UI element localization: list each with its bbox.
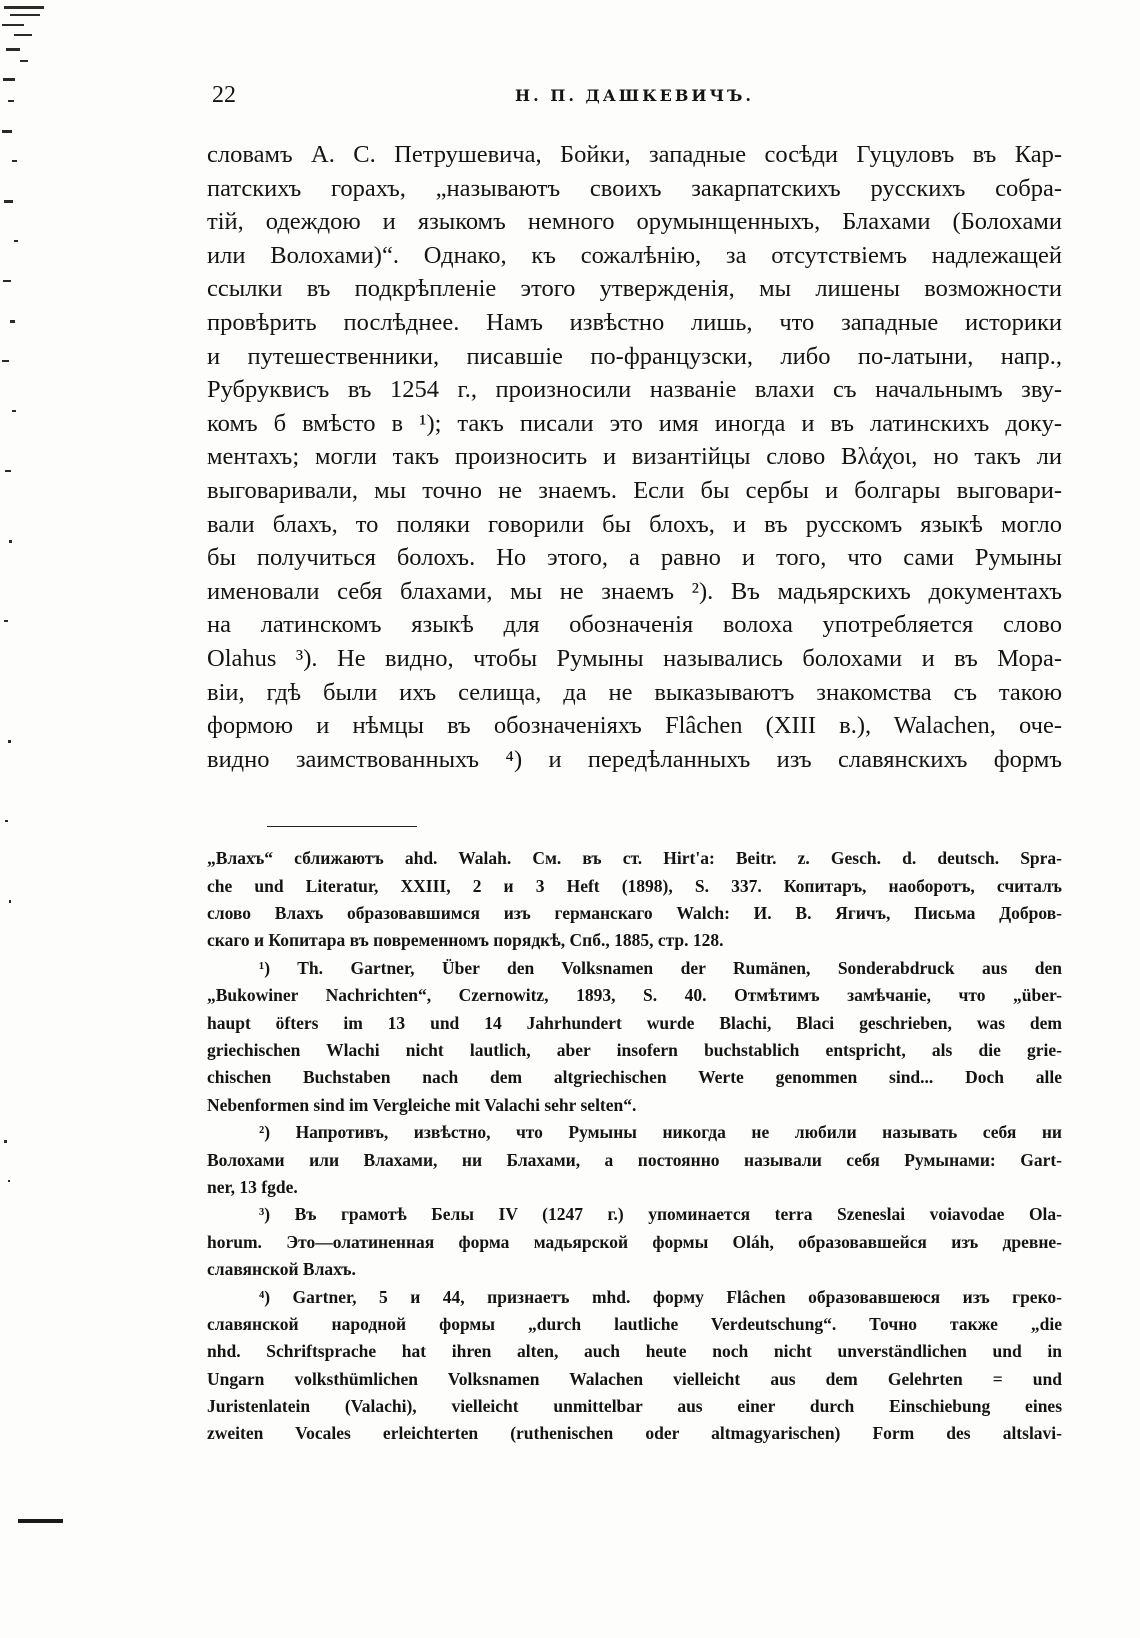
body-line: формою и нѣмцы въ обозначеніяхъ Flâchen (XIII в.), Walachen, оче-	[207, 712, 1062, 740]
running-head: Н. П. ДАШКЕВИЧЪ.	[515, 86, 754, 105]
footnote-line: ner, 13 fgde.	[207, 1176, 298, 1197]
scan-margin-noise	[0, 0, 70, 1638]
footnote-line: ¹) Th. Gartner, Über den Volksnamen der Rumänen, Sonderabdruck aus den	[259, 957, 1062, 978]
footnote-line: славянской Влахъ.	[207, 1259, 356, 1280]
footnote-line: ⁴) Gartner, 5 и 44, признаетъ mhd. форму Flâchen образовавшеюся изъ греко-	[259, 1286, 1062, 1307]
footnote-line: horum. Это—олатиненная форма мадьярской формы Oláh, образовавшейся изъ древне-	[207, 1231, 1062, 1252]
body-line: видно заимствованныхъ ⁴) и передѣланныхъ изъ славянскихъ формъ	[207, 745, 1062, 773]
body-line: именовали себя блахами, мы не знаемъ ²). Въ мадьярскихъ документахъ	[207, 577, 1062, 605]
footnote-line: haupt öfters im 13 und 14 Jahrhundert wurde Blachi, Blaci geschrieben, was dem	[207, 1012, 1062, 1033]
page-number: 22	[212, 82, 236, 108]
body-line: бы получиться болохъ. Но этого, а равно и того, что сами Румыны	[207, 544, 1062, 572]
body-line: или Волохами)“. Однако, къ сожалѣнію, за отсутствіемъ надлежащей	[207, 241, 1062, 269]
footnote-line: nhd. Schriftsprache hat ihren alten, auch heute noch nicht unverständlichen und in	[207, 1341, 1062, 1362]
body-line: віи, гдѣ были ихъ селища, да не выказываютъ знакомства съ такою	[207, 678, 1062, 706]
body-line: патскихъ горахъ, „называютъ своихъ закарпатскихъ русскихъ собра-	[207, 174, 1062, 202]
footnote-line: ³) Въ грамотѣ Белы IV (1247 г.) упоминается terra Szeneslai voiavodae Ola-	[259, 1204, 1062, 1225]
footnote-line: chischen Buchstaben nach dem altgriechischen Werte genommen sind... Doch alle	[207, 1067, 1062, 1088]
body-line: вали блахъ, то поляки говорили бы блохъ, и въ русскомъ языкѣ могло	[207, 510, 1062, 538]
footnote-separator	[267, 826, 417, 827]
body-line: и путешественники, писавшіе по-французски, либо по-латыни, напр.,	[207, 342, 1062, 370]
body-line: провѣрить послѣднее. Намъ извѣстно лишь, что западные историки	[207, 308, 1062, 336]
body-line: комъ б вмѣсто в ¹); такъ писали это имя иногда и въ латинскихъ доку-	[207, 409, 1062, 437]
footnote-line: славянской народной формы „durch lautliche Verdeutschung“. Точно также „die	[207, 1313, 1062, 1334]
body-line: ссылки въ подкрѣпленіе этого утвержденія, мы лишены возможности	[207, 275, 1062, 303]
scan-smudge	[18, 1515, 78, 1525]
page-header	[207, 80, 1062, 116]
footnotes	[207, 845, 1062, 1448]
footnote-line: Juristenlatein (Valachi), vielleicht unmittelbar aus einer durch Einschiebung eines	[207, 1396, 1062, 1417]
footnote-line: скаго и Копитара въ повременномъ порядкѣ, Спб., 1885, стр. 128.	[207, 930, 724, 951]
footnote-line: zweiten Vocales erleichterten (ruthenischen oder altmagyarischen) Form des altslavi-	[207, 1423, 1062, 1444]
footnote-line: ²) Напротивъ, извѣстно, что Румыны никогда не любили называть себя ни	[259, 1122, 1062, 1143]
page	[207, 80, 1062, 1448]
footnote-line: „Bukowiner Nachrichten“, Czernowitz, 1893, S. 40. Отмѣтимъ замѣчаніе, что „über-	[207, 985, 1062, 1006]
body-text	[207, 138, 1062, 776]
body-line: на латинскомъ языкѣ для обозначенія волоха употребляется слово	[207, 611, 1062, 639]
body-line: ментахъ; могли такъ произносить и византійцы слово Βλάχοι, но такъ ли	[207, 443, 1062, 471]
footnote-line: „Влахъ“ сближаютъ ahd. Walah. См. въ ст. Hirt'a: Beitr. z. Gesch. d. deutsch. Spra-	[207, 848, 1062, 869]
body-line: Olahus ³). Не видно, чтобы Румыны назывались болохами и въ Мора-	[207, 644, 1062, 672]
body-line: словамъ А. С. Петрушевича, Бойки, западные сосѣди Гуцуловъ въ Кар-	[207, 141, 1062, 168]
footnote-line: слово Влахъ образовавшимся изъ германскаго Walch: И. В. Ягичъ, Письма Добров-	[207, 903, 1062, 924]
footnote-line: Ungarn volksthümlichen Volksnamen Walachen vielleicht aus dem Gelehrten = und	[207, 1368, 1062, 1389]
body-line: тій, одеждою и языкомъ немного орумынщенныхъ, Блахами (Болохами	[207, 208, 1062, 236]
body-line: Рубруквисъ въ 1254 г., произносили названіе влахи съ начальнымъ зву-	[207, 376, 1062, 404]
footnote-line: griechischen Wlachi nicht lautlich, aber insofern buchstablich entspricht, als die grie-	[207, 1040, 1062, 1061]
footnote-line: Волохами или Влахами, ни Блахами, а постоянно называли себя Румынами: Gart-	[207, 1149, 1062, 1170]
body-line: выговаривали, мы точно не знаемъ. Если бы сербы и болгары выговари-	[207, 476, 1062, 504]
footnote-line: Nebenformen sind im Vergleiche mit Valachi sehr selten“.	[207, 1094, 637, 1115]
footnote-line: che und Literatur, XXIII, 2 и 3 Heft (1898), S. 337. Копитаръ, наоборотъ, считалъ	[207, 875, 1062, 896]
